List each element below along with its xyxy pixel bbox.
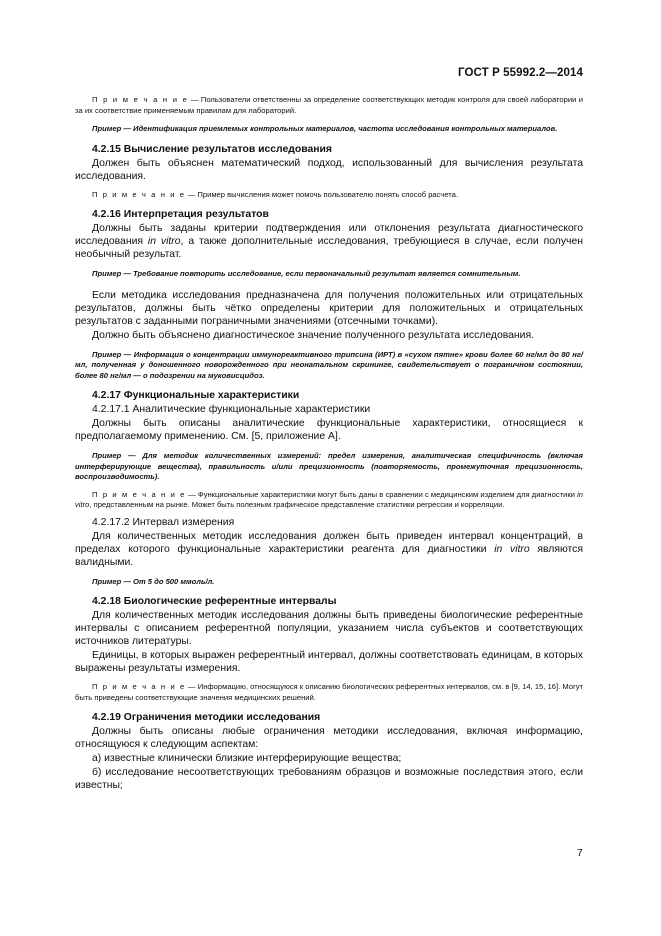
note-functional	[75, 490, 583, 511]
paragraph-4-2-19: Должны быть описаны любые ограничения методики исследования, включая информацию, относящуюся к следующим аспектам:	[75, 726, 583, 750]
heading-4-2-19: 4.2.19 Ограничения методики исследования	[92, 712, 321, 723]
paragraph-4-2-16	[75, 222, 583, 261]
italic-run: in vitro	[147, 236, 181, 247]
note-label: П р и м е ч а н и е	[92, 489, 187, 499]
text-run: Для количественных методик исследования должен быть приведен интервал концентраций, в пределах которого функциональные характеристики реагента для диагностики	[75, 530, 583, 555]
example-irt: Пример — Информация о концентрации иммунореактивного трипсина (ИРТ) в «сухом пятне» крови более 60 нг/мл до 80 нг/мл, полученная у доношенного новорожденного при неонатальном скрининге, свидетельствует о пограничном состоянии, более 80 нг/мл — о подозрении на муковисцидоз.	[75, 349, 583, 380]
example-quantitative: Пример — Для методик количественных измерений: предел измерения, аналитическая специфичность (включая интерферирующие вещества), правильность и/или прецизионность (повторяемость, промежуточная прецизионность, воспроизводимость).	[75, 451, 583, 481]
note-text: — Информацию, относящуюся к описанию биологических референтных интервалов, см. в [9, 14, 15, 16]. Могут быть приведены соответствующие значения медицинских решений.	[75, 682, 584, 702]
list-item-b: б) исследование несоответствующих требованиям образцов и возможные последствия этого, если известны;	[75, 767, 583, 791]
note-label: П р и м е ч а н и е	[92, 95, 189, 104]
text-run: , а также дополнительные исследования, требующиеся в случае, если получен необычный результат.	[75, 236, 583, 260]
text-run: — Функциональные характеристики могут быть даны в сравнении с медицинским изделием для диагностики	[186, 489, 578, 499]
subheading-4-2-17-1: 4.2.17.1 Аналитические функциональные характеристики	[92, 404, 371, 415]
note-calculation	[75, 190, 583, 201]
page-number: 7	[577, 848, 583, 859]
text-run: являются валидными.	[75, 543, 584, 568]
example-repeat-test: Пример — Требование повторить исследование, если первоначальный результат является сомнительным.	[92, 269, 521, 278]
note-reference	[75, 682, 583, 703]
heading-4-2-17: 4.2.17 Функциональные характеристики	[92, 390, 300, 401]
paragraph-4-2-16-diagnostic: Должно быть объяснено диагностическое значение полученного результата исследования.	[92, 329, 534, 341]
text-run: , представленным на рынке. Может быть полезным графическое представление статистики регрессии и корреляции.	[89, 500, 505, 509]
italic-run: in vitro	[494, 543, 530, 555]
text-run: Должны быть заданы критерии подтверждения или отклонения результата диагностического исследования	[75, 223, 583, 247]
example-range: Пример — От 5 до 500 ммоль/л.	[92, 576, 215, 586]
note-control-methods	[75, 95, 583, 116]
list-item-a: а) известные клинически близкие интерферирующие вещества;	[92, 753, 402, 764]
note-text: — Пример вычисления может помочь пользователю понять способ расчета.	[185, 189, 459, 199]
paragraph-4-2-18-intervals: Для количественных методик исследования должны быть приведены биологические референтные интервалы с описанием референтной популяции, указанием числа субъектов и соответствующих источников литературы.	[75, 610, 583, 647]
paragraph-4-2-16-criteria: Если методика исследования предназначена для получения положительных или отрицательных результатов, должны быть чётко определены критерии для положительных и отрицательных результатов с заданными пограничными значениями (отсечными точками).	[75, 289, 583, 327]
heading-4-2-18: 4.2.18 Биологические референтные интервалы	[92, 596, 337, 607]
subheading-4-2-17-2: 4.2.17.2 Интервал измерения	[92, 516, 235, 528]
page-content	[75, 95, 583, 792]
heading-4-2-15: 4.2.15 Вычисление результатов исследования	[92, 143, 332, 155]
document-number: ГОСТ Р 55992.2—2014	[458, 67, 583, 79]
note-label: П р и м е ч а н и е	[92, 189, 186, 199]
heading-4-2-16: 4.2.16 Интерпретация результатов	[92, 209, 269, 220]
italic-run: in vitro	[75, 489, 584, 509]
paragraph-4-2-17-2	[75, 530, 583, 569]
paragraph-4-2-15: Должен быть объяснен математический подход, использованный для вычисления результата исследования.	[75, 157, 583, 182]
note-label: П р и м е ч а н и е	[92, 682, 186, 691]
paragraph-4-2-17-1: Должны быть описаны аналитические функциональные характеристики, относящиеся к предполагаемому применению. См. [5, приложение А].	[75, 418, 583, 442]
paragraph-4-2-18-units: Единицы, в которых выражен референтный интервал, должны соответствовать единицам, в которых выражены результаты измерения.	[75, 650, 583, 674]
note-text: — Пользователи ответственны за определение соответствующих методик контроля для своей лаборатории и за их соответствие применяемым правилам для лабораторий.	[75, 95, 584, 115]
example-control-materials: Пример — Идентификация приемлемых контрольных материалов, частота исследования контрольных материалов.	[92, 124, 558, 133]
